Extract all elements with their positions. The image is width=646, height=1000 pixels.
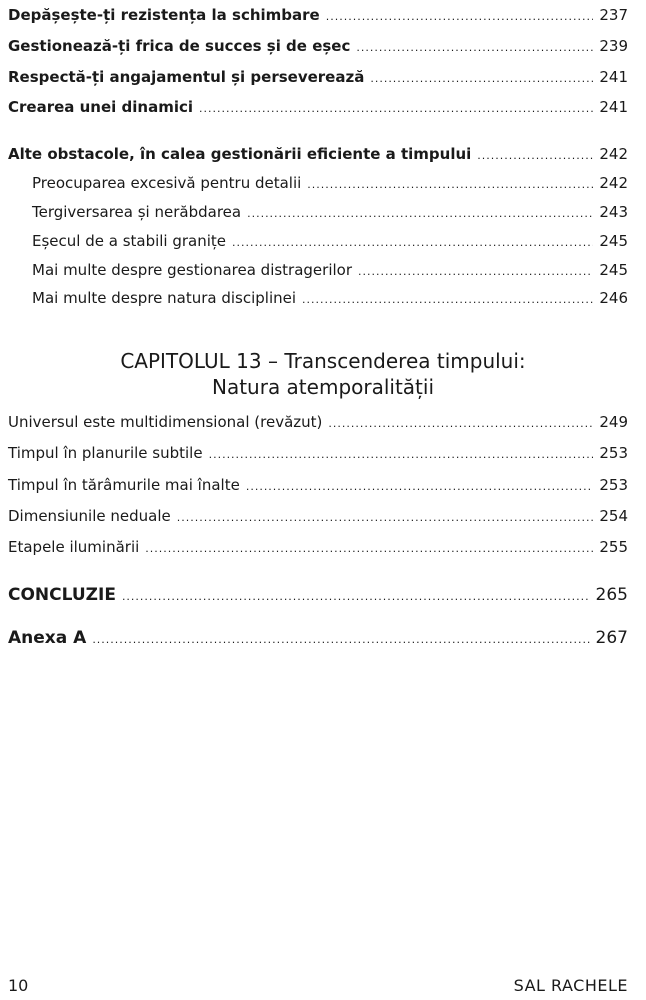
page-number: 10 xyxy=(8,976,29,995)
toc-entry-title: Etapele iluminării xyxy=(8,538,140,556)
toc-entry-page: 241 xyxy=(599,68,628,86)
dot-leader xyxy=(145,538,593,556)
toc-subentry xyxy=(32,261,628,279)
toc-entry-title: Timpul în tărâmurile mai înalte xyxy=(8,476,240,494)
toc-entry xyxy=(8,444,628,462)
toc-entry xyxy=(8,476,628,494)
toc-major-entry-title: CONCLUZIE xyxy=(8,585,116,605)
toc-subentry-page: 246 xyxy=(599,289,628,307)
toc-subentry xyxy=(32,289,628,307)
toc-subentry-title: Tergiversarea și nerăbdarea xyxy=(32,203,242,221)
toc-subentry-title: Preocuparea excesivă pentru detalii xyxy=(32,174,302,192)
dot-leader xyxy=(247,203,593,221)
toc-entry-page: 237 xyxy=(599,6,628,24)
toc-entry xyxy=(8,538,628,556)
toc-entry xyxy=(8,37,628,55)
toc-entry-page: 242 xyxy=(599,145,628,163)
toc-entry-title: Alte obstacole, în calea gestionării eficiente a timpului xyxy=(8,145,472,163)
dot-leader xyxy=(246,476,594,494)
toc-entry xyxy=(8,145,628,163)
toc-entry-title: Dimensiunile neduale xyxy=(8,507,171,525)
toc-subentry xyxy=(32,174,628,192)
toc-subentry xyxy=(32,232,628,250)
toc-entry-page: 253 xyxy=(599,476,628,494)
dot-leader xyxy=(199,98,593,116)
toc-entry-page: 255 xyxy=(599,538,628,556)
dot-leader xyxy=(302,289,593,307)
toc-major-entry-title: Anexa A xyxy=(8,628,87,648)
dot-leader xyxy=(358,261,593,279)
toc-entry xyxy=(8,6,628,24)
toc-major-entry-page: 267 xyxy=(595,628,628,648)
toc-entry xyxy=(8,507,628,525)
toc-subentry xyxy=(32,203,628,221)
toc-subentry-page: 245 xyxy=(599,232,628,250)
chapter-heading xyxy=(0,348,646,400)
toc-entry-title: Respectă-ți angajamentul și perseverează xyxy=(8,68,365,86)
dot-leader xyxy=(370,68,593,86)
chapter-heading-line2: Natura atemporalității xyxy=(211,375,435,399)
toc-subentry-page: 245 xyxy=(599,261,628,279)
dot-leader xyxy=(122,585,590,605)
chapter-heading-line1: CAPITOLUL 13 – Transcenderea timpului: xyxy=(120,349,526,373)
dot-leader xyxy=(177,507,594,525)
running-footer-author: SAL RACHELE xyxy=(513,976,628,995)
dot-leader xyxy=(356,37,593,55)
toc-major-entry xyxy=(8,585,628,605)
toc-subentry-title: Mai multe despre gestionarea distragerilor xyxy=(32,261,353,279)
toc-entry xyxy=(8,68,628,86)
toc-entry-title: Timpul în planurile subtile xyxy=(8,444,203,462)
toc-entry-title: Crearea unei dinamici xyxy=(8,98,193,116)
toc-entry-page: 239 xyxy=(599,37,628,55)
toc-subentry-title: Eșecul de a stabili granițe xyxy=(32,232,227,250)
toc-entry-page: 249 xyxy=(599,413,628,431)
toc-subentry-page: 242 xyxy=(599,174,628,192)
dot-leader xyxy=(209,444,594,462)
dot-leader xyxy=(328,413,593,431)
toc-entry xyxy=(8,413,628,431)
dot-leader xyxy=(232,232,593,250)
dot-leader xyxy=(477,145,593,163)
dot-leader xyxy=(92,628,589,648)
toc-subentry-title: Mai multe despre natura disciplinei xyxy=(32,289,297,307)
toc-major-entry-page: 265 xyxy=(595,585,628,605)
toc-entry xyxy=(8,98,628,116)
dot-leader xyxy=(326,6,594,24)
toc-subentry-page: 243 xyxy=(599,203,628,221)
toc-entry-title: Gestionează-ți frica de succes și de eșec xyxy=(8,37,351,55)
toc-major-entry xyxy=(8,628,628,648)
toc-entry-title: Universul este multidimensional (revăzut) xyxy=(8,413,323,431)
toc-entry-title: Depășește-ți rezistența la schimbare xyxy=(8,6,320,24)
toc-entry-page: 254 xyxy=(599,507,628,525)
dot-leader xyxy=(307,174,593,192)
toc-entry-page: 241 xyxy=(599,98,628,116)
toc-entry-page: 253 xyxy=(599,444,628,462)
